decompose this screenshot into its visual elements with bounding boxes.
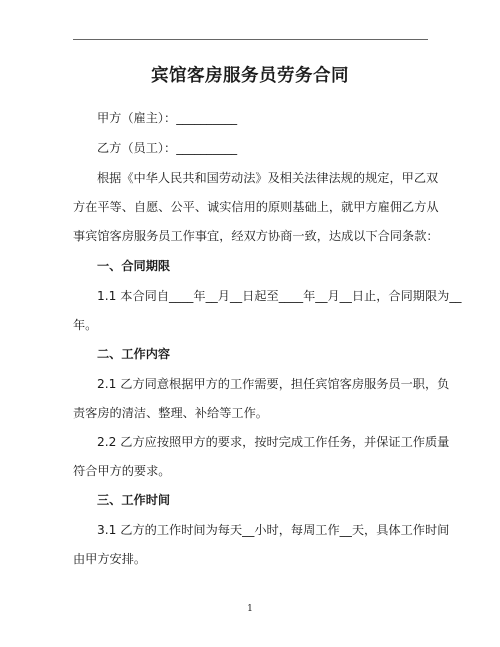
party-b-line: 乙方（员工）：__________	[97, 141, 238, 155]
clause-2-1-line-2: 责客房的清洁、整理、补给等工作。	[73, 406, 268, 420]
header-rule	[73, 39, 428, 40]
document-title: 宾馆客房服务员劳务合同	[151, 66, 349, 86]
clause-3-1-line-2: 由甲方安排。	[73, 552, 147, 566]
party-a-line: 甲方（雇主）：__________	[97, 111, 238, 125]
clause-3-1-line-1: 3.1 乙方的工作时间为每天__小时，每周工作__天，具体工作时间	[97, 523, 450, 537]
preamble-line-2: 方在平等、自愿、公平、诚实信用的原则基础上，就甲方雇佣乙方从	[73, 200, 439, 214]
clause-2-2-line-1: 2.2 乙方应按照甲方的要求，按时完成工作任务，并保证工作质量	[97, 435, 450, 449]
preamble-line-1: 根据《中华人民共和国劳动法》及相关法律法规的规定，甲乙双	[97, 171, 439, 185]
clause-2-2-line-2: 符合甲方的要求。	[73, 464, 171, 478]
section-2-heading: 二、工作内容	[97, 347, 171, 361]
clause-2-1-line-1: 2.1 乙方同意根据甲方的工作需要，担任宾馆客房服务员一职，负	[97, 377, 450, 391]
clause-1-1-line-1: 1.1 本合同自____年__月__日起至____年__月__日止，合同期限为__	[97, 289, 462, 303]
page-number: 1	[247, 604, 253, 614]
section-1-heading: 一、合同期限	[97, 259, 171, 273]
section-3-heading: 三、工作时间	[97, 493, 171, 507]
clause-1-1-line-2: 年。	[73, 318, 98, 332]
preamble-line-3: 事宾馆客房服务员工作事宜，经双方协商一致，达成以下合同条款：	[73, 229, 439, 243]
